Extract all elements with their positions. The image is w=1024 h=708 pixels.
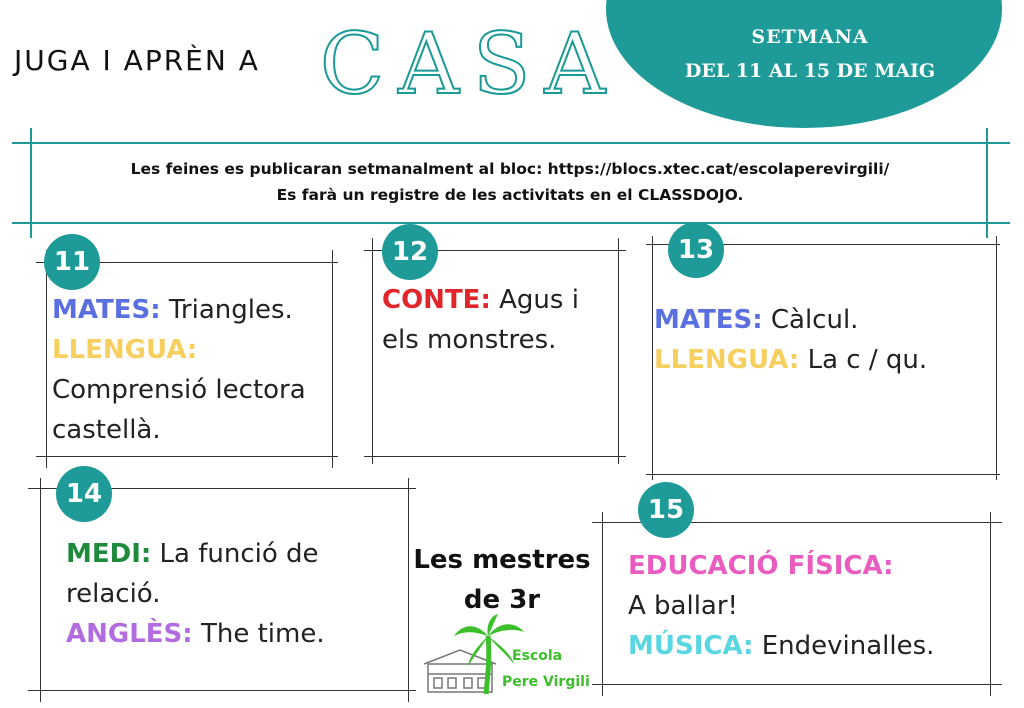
day-11-entry-llengua: LLENGUA: [52, 335, 198, 365]
day-badge-12: 12 [382, 224, 438, 280]
box-13-left [652, 236, 653, 480]
box-12-left [372, 238, 373, 464]
box-15-right [990, 512, 991, 696]
day-badge-15: 15 [638, 482, 694, 538]
day-13-entry-mates: MATES: Càlcul. [654, 305, 859, 335]
page-title: CASA [320, 15, 620, 113]
info-frame-left [30, 128, 32, 238]
day-15-entry-musica: MÚSICA: Endevinalles. [628, 631, 935, 661]
box-14-right [408, 478, 409, 702]
day-14-content [66, 534, 366, 654]
logo-text-pere-virgili: Pere Virgili [502, 674, 590, 690]
week-dates: DEL 11 AL 15 DE MAIG [684, 60, 936, 82]
day-badge-13: 13 [668, 222, 724, 278]
info-line-blog: Les feines es publicaran setmanalment al bloc: https://blocs.xtec.cat/escolaperevirgili/ [130, 160, 890, 178]
box-14-bottom [28, 690, 416, 691]
day-12-content [382, 280, 604, 360]
day-11-entry-text: Comprensió lectora castellà. [52, 375, 306, 445]
info-line-classdojo: Es farà un registre de les activitats en el CLASSDOJO. [276, 186, 744, 204]
school-logo [420, 614, 600, 698]
info-block [40, 156, 980, 208]
info-frame-bottom [12, 222, 1010, 224]
day-11-entry-mates: MATES: Triangles. [52, 295, 293, 325]
logo-text-escola: Escola [512, 648, 563, 664]
day-badge-11: 11 [44, 234, 100, 290]
signature-line-2: de 3r [463, 585, 541, 615]
week-label: SETMANA [751, 26, 869, 48]
box-13-right [996, 236, 997, 480]
box-15-left [602, 512, 603, 696]
signature [410, 540, 594, 620]
day-13-entry-llengua: LLENGUA: La c / qu. [654, 345, 928, 375]
box-11-left [46, 250, 47, 468]
box-12-bottom [364, 456, 626, 457]
day-13-content [654, 300, 988, 380]
subtitle: JUGA I APRÈN A [14, 44, 260, 77]
box-11-bottom [36, 456, 338, 457]
day-12-entry-conte: CONTE: Agus i els monstres. [382, 285, 579, 355]
day-14-entry-medi: MEDI: La funció de relació. [66, 539, 319, 609]
day-15-entry-ef: EDUCACIÓ FÍSICA: [628, 551, 894, 581]
day-11-content [52, 290, 322, 450]
day-badge-14: 14 [56, 466, 112, 522]
box-15-bottom [592, 684, 1002, 685]
day-15-entry-text: A ballar! [628, 591, 738, 621]
box-14-left [40, 478, 41, 702]
info-frame-right [986, 128, 988, 238]
info-frame-top [12, 142, 1010, 144]
day-15-content [628, 546, 978, 666]
day-14-entry-angles: ANGLÈS: The time. [66, 619, 325, 649]
box-12-right [618, 238, 619, 464]
box-13-bottom [646, 474, 1000, 475]
week-banner [640, 20, 980, 82]
signature-line-1: Les mestres [413, 545, 591, 575]
box-11-right [332, 250, 333, 468]
